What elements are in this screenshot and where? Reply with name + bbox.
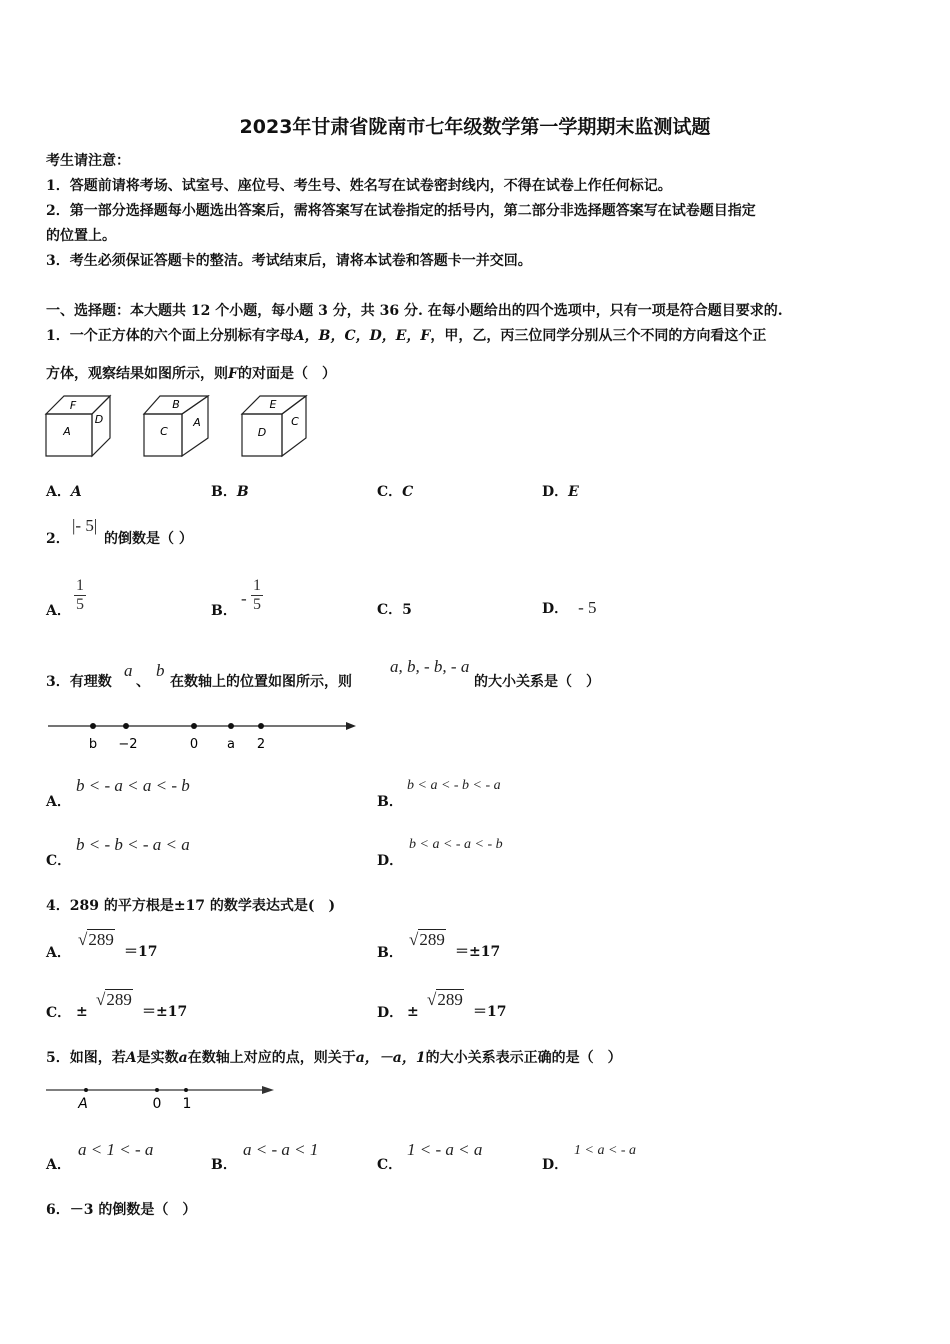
q2-expression: |- 5|	[72, 516, 98, 535]
q5-number-line	[46, 1080, 286, 1114]
q1-text-c: 方体，观察结果如图所示，则	[46, 366, 228, 382]
point-1	[184, 1088, 188, 1092]
q2-option-d[interactable]: D． - 5	[542, 598, 597, 617]
q2-option-b-fraction: $\frac{1}{5}$	[253, 577, 261, 613]
q2-text: 的倒数是（ ）	[104, 531, 193, 547]
q6-text: 6．－3 的倒数是（ ）	[46, 1202, 197, 1218]
notice-heading: 考生请注意：	[46, 153, 130, 169]
cube-1	[46, 396, 110, 456]
axis-label-0: 0	[189, 737, 199, 752]
q1-var: F	[228, 366, 238, 382]
cube-2-front: C	[160, 425, 168, 438]
q1-option-c[interactable]: C．C	[377, 484, 414, 500]
axis-label-1: 1	[182, 1096, 192, 1112]
q5-text: 5．如图，若A是实数a在数轴上对应的点，则关于a，－a，1的大小关系表示正确的是（ ）	[46, 1050, 622, 1066]
point-0	[155, 1088, 159, 1092]
cube-1-top: F	[69, 399, 77, 412]
q1-text-b: ，甲，乙，丙三位同学分别从三个不同的方向看这个正	[430, 328, 767, 344]
point-b	[90, 723, 96, 729]
cube-1-side: D	[94, 413, 104, 426]
cube-2-side: A	[193, 416, 201, 429]
q1-letters: A，B，C，D，E，F	[293, 328, 431, 344]
point-2	[258, 723, 264, 729]
q3-var-b: b	[156, 661, 165, 680]
point-0	[191, 723, 197, 729]
q2-number: 2．	[46, 531, 70, 547]
q3-expression: a, b, - b, - a	[390, 657, 470, 676]
page-title: 2023年甘肃省陇南市七年级数学第一学期期末监测试题	[239, 116, 711, 138]
notice-item-3: 3．考生必须保证答题卡的整洁。考试结束后，请将本试卷和答题卡一并交回。	[46, 253, 532, 269]
q3-sep: 、	[136, 674, 150, 690]
cube-2	[144, 396, 208, 456]
axis-label-neg2: −2	[118, 737, 138, 752]
q3-text-2: 在数轴上的位置如图所示，则	[170, 674, 352, 690]
q3-number-line	[46, 716, 366, 756]
q1-cube-figures	[40, 392, 330, 464]
q1-text-a: 1．一个正方体的六个面上分别标有字母	[46, 328, 294, 344]
q1-line2	[46, 364, 336, 384]
q1-line1	[46, 326, 766, 346]
q3-text-3: 的大小关系是（ ）	[474, 674, 600, 690]
cube-2-top: B	[172, 398, 180, 411]
arrow-right-icon	[346, 722, 356, 730]
cube-1-front: A	[63, 425, 71, 438]
cube-3-side: C	[291, 415, 299, 428]
q3-var-a: a	[124, 661, 133, 680]
point-A	[84, 1088, 88, 1092]
point-a	[228, 723, 234, 729]
notice-item-2a: 2．第一部分选择题每小题选出答案后，需将答案写在试卷指定的括号内，第二部分非选择题答案写在试卷题目指定	[46, 203, 756, 219]
cube-3-top: E	[269, 398, 277, 411]
axis-label-A: A	[78, 1096, 88, 1112]
cube-3	[242, 396, 306, 456]
axis-label-0: 0	[152, 1096, 162, 1112]
q1-option-a[interactable]: A．A	[46, 484, 82, 500]
notice-item-2b: 的位置上。	[46, 228, 116, 244]
q2-option-c[interactable]: C．5	[377, 602, 412, 618]
axis-label-a: a	[227, 737, 235, 752]
axis-label-2: 2	[256, 737, 266, 752]
cube-3-front: D	[257, 426, 267, 439]
point-neg2	[123, 723, 129, 729]
q1-text-d: 的对面是（ ）	[237, 366, 336, 382]
q1-option-b[interactable]: B．B	[211, 484, 249, 500]
arrow-right-icon	[262, 1086, 274, 1094]
axis-label-b: b	[88, 737, 98, 752]
q1-option-d[interactable]: D．E	[542, 484, 579, 500]
q4-text: 4．289 的平方根是±17 的数学表达式是( )	[46, 898, 336, 914]
notice-item-1: 1．答题前请将考场、试室号、座位号、考生号、姓名写在试卷密封线内，不得在试卷上作任何标记。	[46, 178, 672, 194]
section-heading: 一、选择题：本大题共 12 个小题，每小题 3 分，共 36 分. 在每小题给出的四个选项中，只有一项是符合题目要求的.	[46, 303, 783, 319]
q2-option-a-fraction: $\frac{1}{5}$	[76, 577, 84, 613]
q3-text-1: 3．有理数	[46, 674, 112, 690]
